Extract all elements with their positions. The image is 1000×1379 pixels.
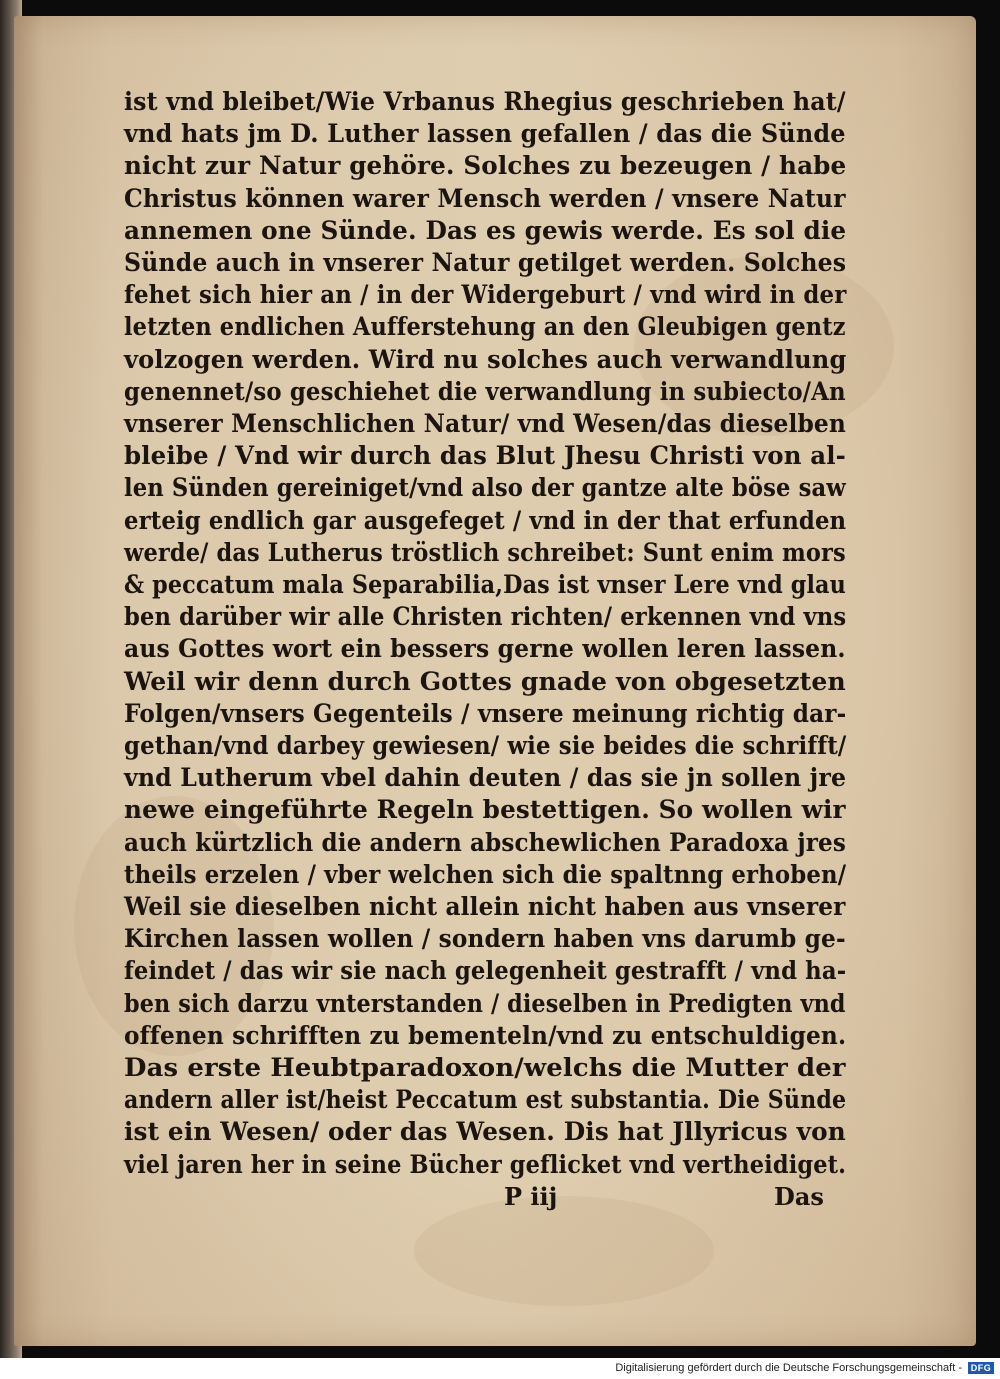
text-line: ben sich darzu vnterstanden / dieselben in Predigten vnd: [124, 989, 846, 1018]
text-line: Kirchen lassen wollen / sondern haben vns darumb ge-: [124, 924, 846, 953]
text-line: andern aller ist/heist Peccatum est substantia. Die Sünde: [124, 1085, 847, 1114]
text-line: offenen schrifften zu bementeln/vnd zu entschuldigen.: [124, 1021, 847, 1050]
text-line: Christus können warer Mensch werden / vnsere Natur: [124, 184, 846, 213]
digitization-footer: [0, 1358, 1000, 1379]
catchword: Das: [774, 1182, 824, 1211]
text-line: len Sünden gereiniget/vnd also der gantze alte böse saw: [124, 473, 846, 502]
text-line: werde/ das Lutherus tröstlich schreibet: Sunt enim mors: [124, 538, 846, 567]
text-line: feindet / das wir sie nach gelegenheit gestrafft / vnd ha-: [124, 956, 847, 985]
page-footer-line: [124, 1182, 854, 1216]
text-line: vnd Lutherum vbel dahin deuten / das sie jn sollen jre: [124, 763, 847, 792]
text-line: erteig endlich gar ausgefeget / vnd in der that erfunden: [124, 506, 847, 535]
text-line: gethan/vnd darbey gewiesen/ wie sie beides die schrifft/: [124, 731, 847, 760]
text-line: theils erzelen / vber welchen sich die spaltnng erhoben/: [124, 860, 847, 889]
text-line: fehet sich hier an / in der Widergeburt / vnd wird in der: [124, 280, 847, 309]
dfg-logo: DFG: [968, 1362, 994, 1374]
text-line: ist ein Wesen/ oder das Wesen. Dis hat Jllyricus von: [124, 1117, 846, 1146]
signature-mark: P iij: [504, 1182, 558, 1211]
book-page: [14, 16, 976, 1346]
text-line: vnd hats jm D. Luther lassen gefallen / das die Sünde: [124, 119, 846, 148]
text-line: Weil sie dieselben nicht allein nicht haben aus vnserer: [124, 892, 846, 921]
text-line: volzogen werden. Wird nu solches auch verwandlung: [124, 345, 847, 374]
text-line: annemen one Sünde. Das es gewis werde. Es sol die: [124, 216, 847, 245]
text-line: Das erste Heubtparadoxon/welchs die Mutter der: [124, 1053, 846, 1082]
text-line: nicht zur Natur gehöre. Solches zu bezeugen / habe: [124, 151, 847, 180]
text-line: aus Gottes wort ein bessers gerne wollen leren lassen.: [124, 634, 846, 663]
text-line: viel jaren her in seine Bücher geflicket vnd vertheidiget.: [124, 1150, 847, 1179]
text-line: newe eingeführte Regeln bestettigen. So wollen wir: [124, 795, 846, 824]
text-line: ben darüber wir alle Christen richten/ erkennen vnd vns: [124, 602, 847, 631]
text-line: & peccatum mala Separabilia,Das ist vnser Lere vnd glau: [124, 570, 846, 599]
text-line: ist vnd bleibet/Wie Vrbanus Rhegius geschrieben hat/: [124, 87, 846, 116]
text-line: auch kürtzlich die andern abschewlichen Paradoxa jres: [124, 828, 846, 857]
text-line: Weil wir denn durch Gottes gnade von obgesetzten: [124, 667, 846, 696]
text-line: bleibe / Vnd wir durch das Blut Jhesu Christi von al-: [124, 441, 846, 470]
text-line: Sünde auch in vnserer Natur getilget werden. Solches: [124, 248, 847, 277]
text-line: genennet/so geschiehet die verwandlung in subiecto/An: [124, 377, 846, 406]
funding-credit: Digitalisierung gefördert durch die Deutsche Forschungsgemeinschaft -: [615, 1362, 962, 1374]
text-line: vnserer Menschlichen Natur/ vnd Wesen/das dieselben: [124, 409, 846, 438]
text-line: letzten endlichen Aufferstehung an den Gleubigen gentz: [124, 312, 846, 341]
text-line: Folgen/vnsers Gegenteils / vnsere meinung richtig dar-: [124, 699, 847, 728]
